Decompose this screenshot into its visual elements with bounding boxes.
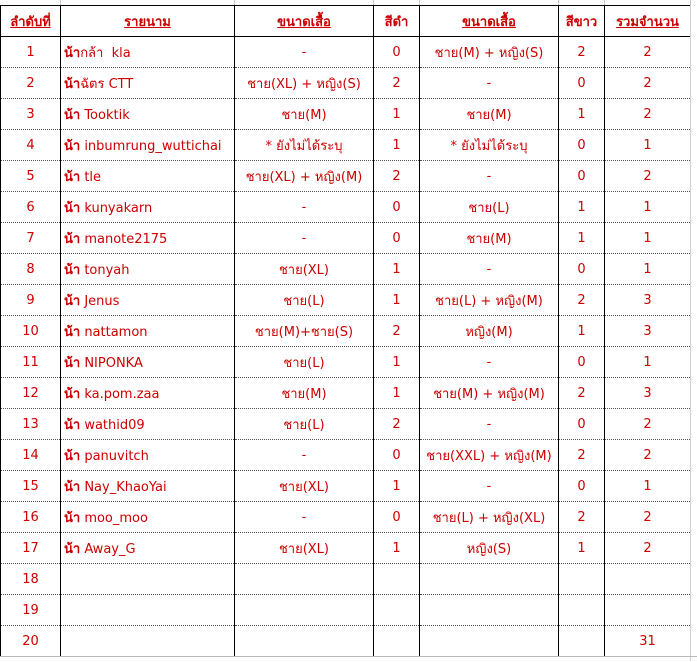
cell-no[interactable]: 2 — [1, 68, 61, 99]
cell-size-white[interactable]: ชาย(M) + หญิง(M) — [420, 378, 559, 409]
cell-no[interactable]: 6 — [1, 192, 61, 223]
name-text: moo_moo — [80, 510, 148, 526]
cell-total[interactable]: 2 — [605, 68, 691, 99]
cell-black-count[interactable]: 1 — [374, 285, 420, 316]
table-row — [1, 409, 691, 440]
cell-size-black[interactable]: ชาย(L) — [235, 285, 374, 316]
cell-size-black[interactable]: ชาย(L) — [235, 347, 374, 378]
cell-total[interactable]: 2 — [605, 99, 691, 130]
cell-white-count[interactable]: 0 — [559, 254, 605, 285]
cell-no[interactable]: 17 — [1, 533, 61, 564]
cell-size-white[interactable]: - — [420, 409, 559, 440]
cell-white-count[interactable]: 2 — [559, 378, 605, 409]
table-row — [1, 347, 691, 378]
table-row — [1, 130, 691, 161]
cell-no[interactable]: 20 — [1, 626, 61, 657]
name-text: กล้า kla — [80, 45, 131, 61]
cell-total[interactable]: 3 — [605, 378, 691, 409]
cell-total[interactable]: 2 — [605, 533, 691, 564]
name-prefix: น้า — [64, 169, 81, 185]
cell-size-black[interactable]: * ยังไม่ได้ระบุ — [235, 130, 374, 161]
header-white[interactable]: สีขาว — [559, 6, 605, 37]
cell-black-count[interactable]: 1 — [374, 130, 420, 161]
cell-white-count[interactable]: 0 — [559, 409, 605, 440]
header-row — [1, 6, 691, 37]
cell-total[interactable]: 2 — [605, 440, 691, 471]
cell-name[interactable] — [61, 347, 235, 378]
table-row — [1, 68, 691, 99]
cell-name[interactable] — [61, 130, 235, 161]
cell-white-count[interactable]: 2 — [559, 502, 605, 533]
cell-no[interactable]: 3 — [1, 99, 61, 130]
cell-name[interactable] — [61, 254, 235, 285]
next-row-strip — [0, 656, 697, 662]
cell-total[interactable] — [605, 595, 691, 626]
cell-white-count[interactable]: 0 — [559, 347, 605, 378]
cell-black-count[interactable] — [374, 564, 420, 595]
header-size-white[interactable]: ขนาดเสื้อ — [420, 6, 559, 37]
name-text: nattamon — [80, 324, 148, 340]
cell-size-white[interactable]: ชาย(L) — [420, 192, 559, 223]
cell-size-black[interactable]: ชาย(XL) + หญิง(S) — [235, 68, 374, 99]
cell-total[interactable]: 1 — [605, 471, 691, 502]
cell-total[interactable]: 1 — [605, 254, 691, 285]
table-row — [1, 316, 691, 347]
cell-white-count[interactable]: 2 — [559, 285, 605, 316]
cell-black-count[interactable]: 2 — [374, 316, 420, 347]
cell-size-black[interactable]: - — [235, 192, 374, 223]
cell-size-white[interactable]: หญิง(S) — [420, 533, 559, 564]
cell-no[interactable]: 10 — [1, 316, 61, 347]
cell-size-black[interactable]: ชาย(M) — [235, 99, 374, 130]
cell-black-count[interactable]: 1 — [374, 471, 420, 502]
cell-size-white[interactable]: ชาย(L) + หญิง(XL) — [420, 502, 559, 533]
table-row — [1, 595, 691, 626]
cell-size-black[interactable]: - — [235, 37, 374, 68]
cell-white-count[interactable]: 2 — [559, 37, 605, 68]
cell-black-count[interactable]: 1 — [374, 378, 420, 409]
name-text: Nay_KhaoYai — [80, 479, 167, 495]
cell-no[interactable]: 9 — [1, 285, 61, 316]
cell-size-black[interactable] — [235, 564, 374, 595]
cell-white-count[interactable]: 1 — [559, 192, 605, 223]
cell-size-black[interactable]: ชาย(M)+ชาย(S) — [235, 316, 374, 347]
cell-black-count[interactable]: 0 — [374, 440, 420, 471]
cell-size-white[interactable] — [420, 626, 559, 657]
cell-size-black[interactable]: - — [235, 440, 374, 471]
cell-name[interactable] — [61, 316, 235, 347]
cell-size-black[interactable]: - — [235, 502, 374, 533]
cell-size-black[interactable]: ชาย(L) — [235, 409, 374, 440]
name-prefix: น้า — [64, 76, 81, 92]
cell-no[interactable]: 1 — [1, 37, 61, 68]
cell-name[interactable] — [61, 99, 235, 130]
cell-total[interactable]: 1 — [605, 347, 691, 378]
cell-total[interactable]: 1 — [605, 223, 691, 254]
cell-no[interactable]: 13 — [1, 409, 61, 440]
table-row — [1, 471, 691, 502]
cell-name[interactable] — [61, 471, 235, 502]
cell-white-count[interactable] — [559, 595, 605, 626]
cell-total[interactable]: 2 — [605, 37, 691, 68]
header-black[interactable]: สีดำ — [374, 6, 420, 37]
name-text: Jenus — [80, 293, 120, 309]
name-text: wathid09 — [80, 417, 145, 433]
cell-total[interactable]: 1 — [605, 130, 691, 161]
cell-size-black[interactable]: ชาย(XL) — [235, 254, 374, 285]
cell-black-count[interactable]: 0 — [374, 223, 420, 254]
cell-no[interactable]: 18 — [1, 564, 61, 595]
cell-no[interactable]: 8 — [1, 254, 61, 285]
cell-size-black[interactable]: - — [235, 223, 374, 254]
cell-white-count[interactable] — [559, 564, 605, 595]
cell-total[interactable]: 3 — [605, 316, 691, 347]
cell-name[interactable] — [61, 161, 235, 192]
cell-name[interactable] — [61, 68, 235, 99]
cell-white-count[interactable]: 0 — [559, 68, 605, 99]
cell-black-count[interactable]: 1 — [374, 254, 420, 285]
name-text: kunyakarn — [80, 200, 153, 216]
cell-name[interactable] — [61, 192, 235, 223]
cell-white-count[interactable]: 1 — [559, 223, 605, 254]
cell-size-white[interactable]: - — [420, 68, 559, 99]
cell-size-white[interactable]: * ยังไม่ได้ระบุ — [420, 130, 559, 161]
name-prefix: น้า — [64, 262, 81, 278]
shirt-order-table — [0, 5, 691, 657]
table-row — [1, 99, 691, 130]
cell-size-black[interactable]: ชาย(M) — [235, 378, 374, 409]
table-row — [1, 626, 691, 657]
cell-white-count[interactable]: 2 — [559, 440, 605, 471]
header-total[interactable]: รวมจำนวน — [605, 6, 691, 37]
cell-no[interactable]: 15 — [1, 471, 61, 502]
cell-white-count[interactable]: 1 — [559, 99, 605, 130]
cell-size-black[interactable]: ชาย(XL) — [235, 471, 374, 502]
cell-no[interactable]: 14 — [1, 440, 61, 471]
cell-white-count[interactable]: 1 — [559, 316, 605, 347]
name-text: panuvitch — [80, 448, 149, 464]
name-prefix: น้า — [64, 107, 81, 123]
cell-size-white[interactable]: ชาย(XXL) + หญิง(M) — [420, 440, 559, 471]
cell-no[interactable]: 12 — [1, 378, 61, 409]
table-row — [1, 502, 691, 533]
cell-no[interactable]: 11 — [1, 347, 61, 378]
name-text: Away_G — [80, 541, 136, 557]
cell-name[interactable] — [61, 223, 235, 254]
cell-black-count[interactable]: 1 — [374, 533, 420, 564]
name-text: Tooktik — [80, 107, 130, 123]
table-row — [1, 533, 691, 564]
cell-size-white[interactable]: ชาย(M) — [420, 223, 559, 254]
cell-name[interactable] — [61, 378, 235, 409]
cell-black-count[interactable]: 1 — [374, 347, 420, 378]
cell-white-count[interactable]: 0 — [559, 130, 605, 161]
name-prefix: น้า — [64, 200, 81, 216]
cell-name[interactable] — [61, 502, 235, 533]
cell-name[interactable] — [61, 37, 235, 68]
cell-size-white[interactable]: ชาย(L) + หญิง(M) — [420, 285, 559, 316]
name-text: ka.pom.zaa — [80, 386, 160, 402]
cell-size-white[interactable]: - — [420, 161, 559, 192]
cell-black-count[interactable]: 2 — [374, 68, 420, 99]
cell-black-count[interactable]: 0 — [374, 192, 420, 223]
cell-name[interactable] — [61, 626, 235, 657]
cell-name[interactable] — [61, 285, 235, 316]
name-text: ฉัตร CTT — [80, 76, 134, 92]
cell-size-black[interactable]: ชาย(XL) — [235, 533, 374, 564]
name-prefix: น้า — [64, 138, 81, 154]
cell-black-count[interactable]: 2 — [374, 161, 420, 192]
cell-name[interactable] — [61, 440, 235, 471]
cell-size-black[interactable]: ชาย(XL) + หญิง(M) — [235, 161, 374, 192]
cell-name[interactable] — [61, 533, 235, 564]
cell-black-count[interactable] — [374, 595, 420, 626]
cell-size-white[interactable]: ชาย(M) — [420, 99, 559, 130]
cell-no[interactable]: 4 — [1, 130, 61, 161]
name-prefix: น้า — [64, 324, 81, 340]
cell-white-count[interactable]: 0 — [559, 471, 605, 502]
table-row — [1, 440, 691, 471]
cell-white-count[interactable]: 0 — [559, 161, 605, 192]
cell-no[interactable]: 16 — [1, 502, 61, 533]
name-prefix: น้า — [64, 355, 81, 371]
table-row — [1, 37, 691, 68]
cell-size-white[interactable]: ชาย(M) + หญิง(S) — [420, 37, 559, 68]
cell-white-count[interactable]: 1 — [559, 533, 605, 564]
cell-no[interactable]: 5 — [1, 161, 61, 192]
header-name[interactable]: รายนาม — [61, 6, 235, 37]
cell-black-count[interactable] — [374, 626, 420, 657]
name-text: inbumrung_wuttichai — [80, 138, 222, 154]
name-prefix: น้า — [64, 293, 81, 309]
name-prefix: น้า — [64, 541, 81, 557]
header-size-black[interactable]: ขนาดเสื้อ — [235, 6, 374, 37]
cell-total[interactable]: 2 — [605, 502, 691, 533]
cell-name[interactable] — [61, 595, 235, 626]
cell-size-white[interactable] — [420, 595, 559, 626]
name-text: tle — [80, 169, 102, 185]
header-no[interactable]: ลำดับที่ — [1, 6, 61, 37]
name-prefix: น้า — [64, 448, 81, 464]
cell-black-count[interactable]: 2 — [374, 409, 420, 440]
name-prefix: น้า — [64, 479, 81, 495]
cell-total[interactable]: 1 — [605, 192, 691, 223]
table-row — [1, 223, 691, 254]
cell-total[interactable]: 2 — [605, 409, 691, 440]
name-prefix: น้า — [64, 45, 81, 61]
cell-size-white[interactable]: หญิง(M) — [420, 316, 559, 347]
name-prefix: น้า — [64, 417, 81, 433]
cell-size-white[interactable]: - — [420, 254, 559, 285]
cell-size-white[interactable] — [420, 564, 559, 595]
table-row — [1, 285, 691, 316]
table-row — [1, 254, 691, 285]
cell-size-white[interactable]: - — [420, 471, 559, 502]
name-prefix: น้า — [64, 231, 81, 247]
name-text: NIPONKA — [80, 355, 143, 371]
table-row — [1, 192, 691, 223]
cell-black-count[interactable]: 1 — [374, 99, 420, 130]
table-row — [1, 564, 691, 595]
cell-size-black[interactable] — [235, 595, 374, 626]
cell-total[interactable]: 2 — [605, 161, 691, 192]
cell-size-black[interactable] — [235, 626, 374, 657]
cell-black-count[interactable]: 0 — [374, 502, 420, 533]
cell-name[interactable] — [61, 409, 235, 440]
name-prefix: น้า — [64, 386, 81, 402]
next-column-strip — [690, 5, 697, 661]
cell-black-count[interactable]: 0 — [374, 37, 420, 68]
table-row — [1, 378, 691, 409]
name-prefix: น้า — [64, 510, 81, 526]
cell-total[interactable]: 31 — [605, 626, 691, 657]
cell-no[interactable]: 19 — [1, 595, 61, 626]
name-text: tonyah — [80, 262, 130, 278]
cell-total[interactable]: 3 — [605, 285, 691, 316]
table-row — [1, 161, 691, 192]
name-text: manote2175 — [80, 231, 168, 247]
cell-total[interactable] — [605, 564, 691, 595]
cell-name[interactable] — [61, 564, 235, 595]
cell-size-white[interactable]: - — [420, 347, 559, 378]
cell-no[interactable]: 7 — [1, 223, 61, 254]
cell-white-count[interactable] — [559, 626, 605, 657]
